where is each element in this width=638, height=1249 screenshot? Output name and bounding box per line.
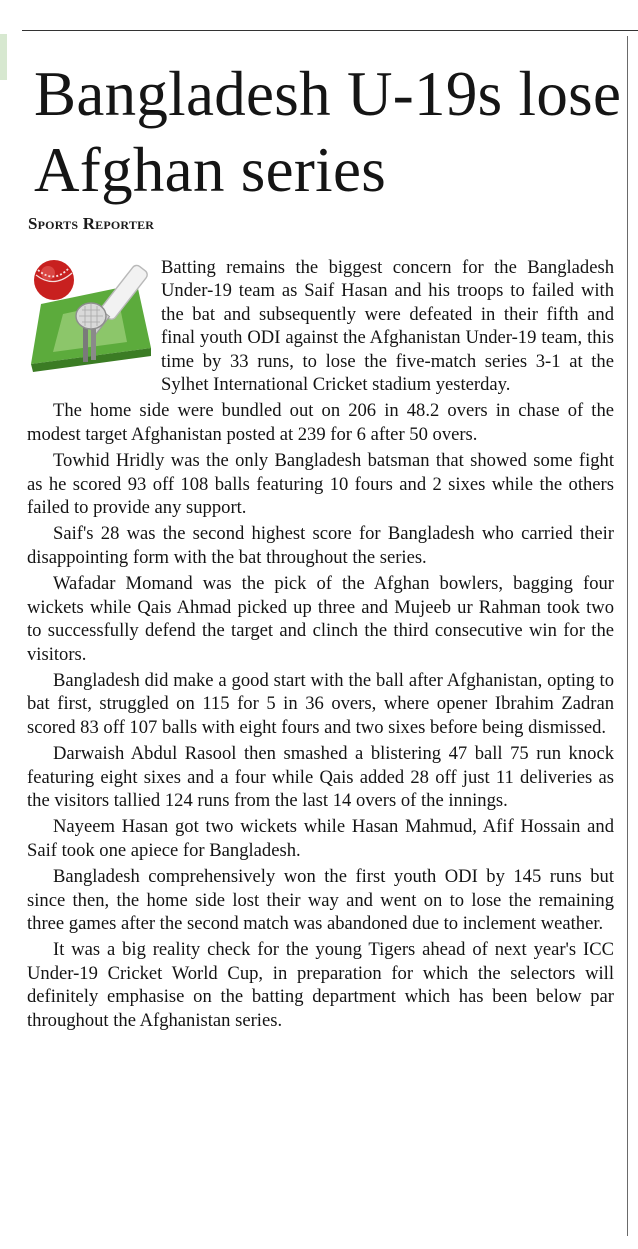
left-color-strip [0, 34, 7, 80]
article-paragraph: Wafadar Momand was the pick of the Afghan bowlers, bagging four wickets while Qais Ahmad picked up three and Mujeeb ur Rahman took two to successfully defend the target and clinch the third consecutive win for the visitors. [27, 573, 614, 665]
article-body [27, 256, 614, 1035]
article-paragraph: The home side were bundled out on 206 in 48.2 overs in chase of the modest target Afghanistan posted at 239 for 6 after 50 overs. [27, 400, 614, 445]
article-paragraph: Nayeem Hasan got two wickets while Hasan Mahmud, Afif Hossain and Saif took one apiece for Bangladesh. [27, 816, 614, 861]
article-paragraph: Bangladesh comprehensively won the first youth ODI by 145 runs but since then, the home side lost their way and went on to lose the remaining three games after the second match was abandoned due to inclement weather. [27, 866, 614, 934]
byline: Sports Reporter [28, 214, 155, 233]
headline: Bangladesh U-19s lose Afghan series [34, 59, 622, 205]
cricket-icon [27, 256, 155, 376]
article-paragraph: Darwaish Abdul Rasool then smashed a blistering 47 ball 75 run knock featuring eight sixes and a four while Qais added 28 off just 11 deliveries as the visitors tallied 124 runs from the last 14 overs of the innings. [27, 743, 614, 811]
article-paragraph: It was a big reality check for the young Tigers ahead of next year's ICC Under-19 Cricket World Cup, in preparation for which the selectors will definitely emphasise on the batting department which has been below par throughout the Afghanistan series. [27, 939, 614, 1031]
article-paragraph: Saif's 28 was the second highest score for Bangladesh who carried their disappointing form with the bat throughout the series. [27, 523, 614, 568]
article-paragraph: Batting remains the biggest concern for the Bangladesh Under-19 team as Saif Hasan and his troops to failed with the bat and subsequently were defeated in their fifth and final youth ODI against the Afghanistan Under-19 team, this time by 33 runs, to lose the five-match series 3-1 at the Sylhet International Cricket stadium yesterday. [161, 257, 614, 396]
article-paragraph: Bangladesh did make a good start with the ball after Afghanistan, opting to bat first, struggled on 115 for 5 in 36 overs, where opener Ibrahim Zadran scored 83 off 107 balls with eight fours and two sixes before being dismissed. [27, 669, 614, 738]
article-paragraph: Towhid Hridly was the only Bangladesh batsman that showed some fight as he scored 93 off 108 balls featuring 10 fours and 2 sixes while the others failed to provide any support. [27, 450, 614, 519]
column-divider [627, 36, 628, 1236]
top-rule [22, 30, 638, 31]
